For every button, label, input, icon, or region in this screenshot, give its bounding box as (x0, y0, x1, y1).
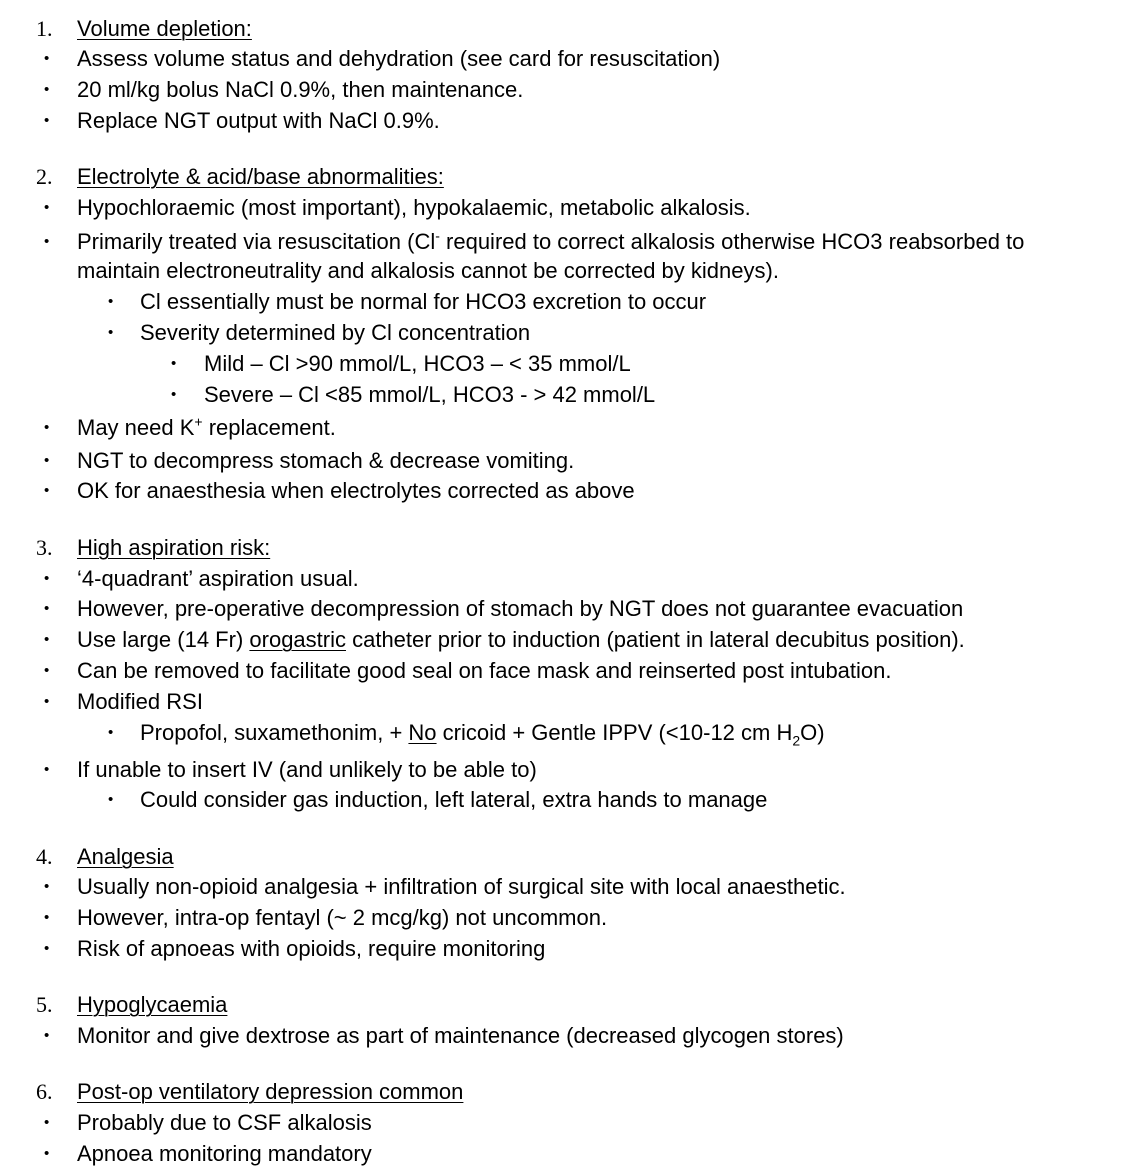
section-title: Electrolyte & acid/base abnormalities: (77, 164, 444, 189)
list-item: • Severity determined by Cl concentration (0, 318, 1126, 348)
bullet-icon: • (44, 940, 50, 957)
list-item: • Hypochloraemic (most important), hypokalaemic, metabolic alkalosis. (0, 193, 1126, 223)
list-item: • However, intra-op fentayl (~ 2 mcg/kg) not uncommon. (0, 903, 1126, 933)
bullet-icon: • (44, 570, 50, 587)
list-item: • Apnoea monitoring mandatory (0, 1139, 1126, 1169)
list-item: • Probably due to CSF alkalosis (0, 1108, 1126, 1138)
bullet-icon: • (44, 452, 50, 469)
section-title: Volume depletion: (77, 16, 252, 41)
bullet-icon: • (44, 600, 50, 617)
list-item: • Assess volume status and dehydration (see card for resuscitation) (0, 44, 1126, 74)
list-item: • Can be removed to facilitate good seal on face mask and reinserted post intubation. (0, 656, 1126, 686)
bullet-icon: • (171, 386, 177, 403)
list-item: • Replace NGT output with NaCl 0.9%. (0, 106, 1126, 136)
section-number: 1. (36, 16, 53, 41)
list-item: • May need K+ replacement. (0, 413, 1126, 443)
list-item: • Severe – Cl <85 mmol/L, HCO3 - > 42 mmol/L (0, 380, 1126, 410)
section-title: Post-op ventilatory depression common (77, 1079, 464, 1104)
section-title: Hypoglycaemia (77, 992, 228, 1017)
bullet-icon: • (44, 878, 50, 895)
list-item: • Primarily treated via resuscitation (Cl- required to correct alkalosis otherwise HCO3 reabsorbed to (0, 227, 1126, 257)
bullet-icon: • (108, 791, 114, 808)
list-item: • ‘4-quadrant’ aspiration usual. (0, 564, 1126, 594)
list-item: • Could consider gas induction, left lateral, extra hands to manage (0, 785, 1126, 815)
bullet-icon: • (108, 293, 114, 310)
bullet-icon: • (171, 355, 177, 372)
list-item: • If unable to insert IV (and unlikely to be able to) (0, 755, 1126, 785)
bullet-icon: • (44, 693, 50, 710)
bullet-icon: • (44, 419, 50, 436)
bullet-icon: • (44, 761, 50, 778)
bullet-icon: • (44, 1114, 50, 1131)
list-item: • Propofol, suxamethonim, + No cricoid + Gentle IPPV (<10-12 cm $H_2O$) (108, 720, 825, 749)
bullet-icon: • (44, 112, 50, 129)
section-title: High aspiration risk: (77, 535, 271, 560)
bullet-icon: • (44, 1145, 50, 1162)
section-number: 4. (36, 844, 53, 869)
bullet-icon: • (44, 233, 50, 250)
list-item: • Use large (14 Fr) orogastric catheter prior to induction (patient in lateral decubitus position). (0, 625, 1126, 655)
section-number: 2. (36, 164, 53, 189)
section-number: 3. (36, 535, 53, 560)
bullet-icon: • (44, 482, 50, 499)
bullet-icon: • (108, 324, 114, 341)
bullet-icon: • (44, 909, 50, 926)
bullet-icon: • (44, 199, 50, 216)
list-item: • Monitor and give dextrose as part of maintenance (decreased glycogen stores) (0, 1021, 1126, 1051)
section-number: 5. (36, 992, 53, 1017)
list-item: • However, pre-operative decompression of stomach by NGT does not guarantee evacuation (0, 594, 1126, 624)
bullet-icon: • (44, 50, 50, 67)
bullet-icon: • (108, 724, 114, 741)
list-item: • NGT to decompress stomach & decrease vomiting. (0, 446, 1126, 476)
list-item: • Cl essentially must be normal for HCO3 excretion to occur (0, 287, 1126, 317)
section-number: 6. (36, 1079, 53, 1104)
list-item: • Usually non-opioid analgesia + infiltration of surgical site with local anaesthetic. (0, 872, 1126, 902)
bullet-icon: • (44, 631, 50, 648)
list-item-continuation: maintain electroneutrality and alkalosis cannot be corrected by kidneys). (77, 258, 779, 283)
section-title: Analgesia (77, 844, 174, 869)
list-item: • OK for anaesthesia when electrolytes corrected as above (0, 476, 1126, 506)
list-item: • Modified RSI (0, 687, 1126, 717)
list-item: • 20 ml/kg bolus NaCl 0.9%, then maintenance. (0, 75, 1126, 105)
list-item: • Mild – Cl >90 mmol/L, HCO3 – < 35 mmol/L (0, 349, 1126, 379)
list-item: • Risk of apnoeas with opioids, require monitoring (0, 934, 1126, 964)
bullet-icon: • (44, 81, 50, 98)
bullet-icon: • (44, 1027, 50, 1044)
bullet-icon: • (44, 662, 50, 679)
